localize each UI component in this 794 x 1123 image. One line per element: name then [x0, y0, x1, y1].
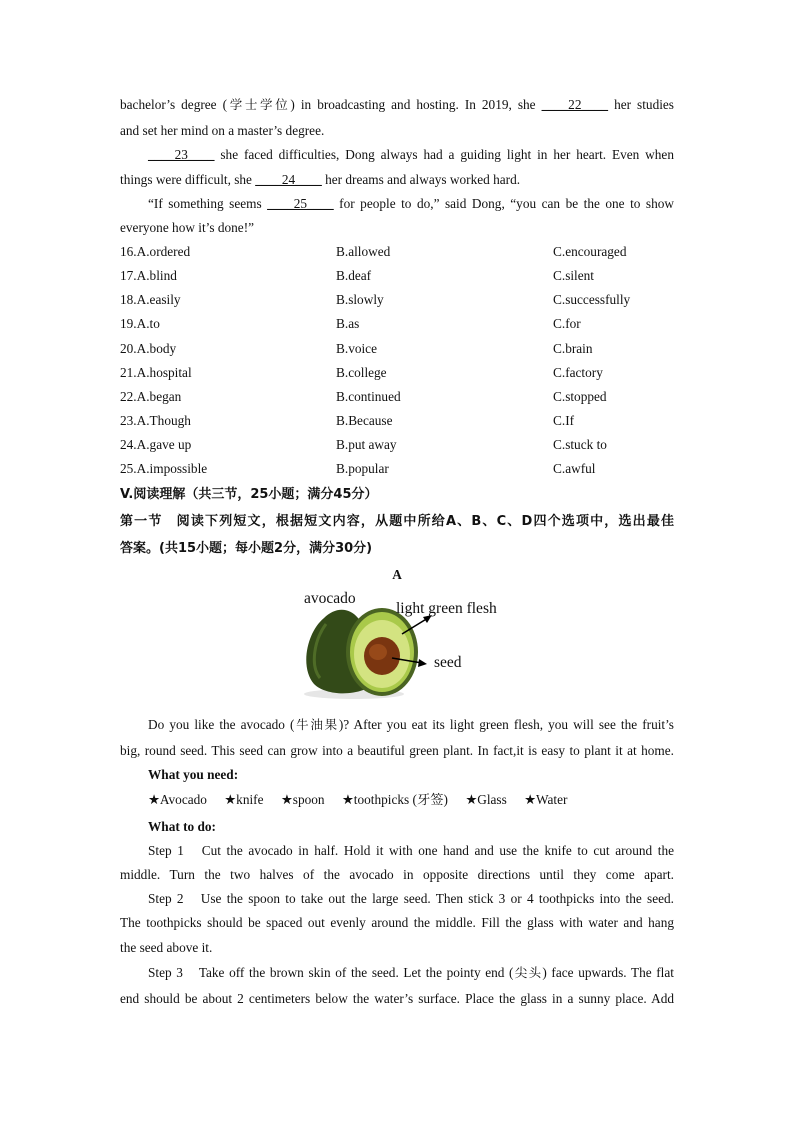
option-b: B.as	[336, 316, 360, 331]
reading-line: Do you like the avocado (牛油果)? After you eat its light green flesh, you will see the fruit’s	[148, 717, 674, 732]
option-b: B.continued	[336, 389, 401, 404]
blank-23: ____23____	[148, 147, 215, 162]
passage-line: ____23____ she faced difficulties, Dong always had a guiding light in her heart. Even when	[148, 147, 674, 162]
list-item: ★Water	[524, 792, 568, 807]
option-b: B.slowly	[336, 292, 384, 307]
option-b: B.deaf	[336, 268, 372, 283]
option-a: 25.A.impossible	[120, 461, 208, 476]
list-item: ★Glass	[465, 792, 507, 807]
step-line: Step 3 Take off the brown skin of the seed. Let the pointy end (尖头) face upwards. The flat	[148, 965, 674, 980]
list-item: ★Avocado	[148, 792, 207, 807]
passage-line: things were difficult, she ____24____ her dreams and always worked hard.	[120, 172, 521, 187]
option-c: C.encouraged	[553, 244, 627, 259]
step-line: end should be about 2 centimeters below the water’s surface. Place the glass in a sunny place. Add	[120, 991, 674, 1006]
option-c: C.successfully	[553, 292, 631, 307]
avocado-figure	[296, 588, 516, 700]
option-a: 24.A.gave up	[120, 437, 192, 452]
option-b: B.college	[336, 365, 387, 380]
passage-line: everyone how it’s done!”	[120, 220, 255, 235]
passage-line: “If something seems ____25____ for people to do,” said Dong, “you can be the one to show	[148, 196, 674, 211]
blank-24: ____24____	[255, 172, 322, 187]
section-instruction: 第一节 阅读下列短文，根据短文内容，从题中所给A、B、C、D四个选项中，选出最佳	[120, 514, 674, 529]
seed-label: seed	[434, 654, 462, 671]
option-a: 22.A.began	[120, 389, 182, 404]
part-title: A	[392, 567, 402, 582]
option-b: B.popular	[336, 461, 389, 476]
option-b: B.Because	[336, 413, 393, 428]
list-item: ★toothpicks (牙签)	[341, 792, 448, 807]
option-c: C.awful	[553, 461, 596, 476]
option-c: C.brain	[553, 341, 593, 356]
option-a: 20.A.body	[120, 341, 177, 356]
avocado-label: avocado	[304, 590, 356, 607]
step-line: Step 2 Use the spoon to take out the large seed. Then stick 3 or 4 toothpicks into the seed.	[148, 891, 674, 906]
option-a: 19.A.to	[120, 316, 160, 331]
option-b: B.allowed	[336, 244, 391, 259]
blank-22: ____22____	[541, 97, 609, 112]
option-b: B.voice	[336, 341, 377, 356]
need-list	[148, 791, 674, 809]
option-c: C.factory	[553, 365, 603, 380]
list-item: ★spoon	[280, 792, 325, 807]
option-b: B.put away	[336, 437, 397, 452]
option-a: 16.A.ordered	[120, 244, 191, 259]
option-a: 23.A.Though	[120, 413, 191, 428]
reading-line: big, round seed. This seed can grow into a beautiful green plant. In fact,it is easy to plant it at home.	[120, 743, 674, 758]
step-line: the seed above it.	[120, 940, 213, 955]
step-line: The toothpicks should be spaced out evenly around the middle. Fill the glass with water and hang	[120, 915, 674, 930]
flesh-label: light green flesh	[396, 600, 497, 617]
todo-heading: What to do:	[148, 819, 216, 834]
option-c: C.stopped	[553, 389, 607, 404]
option-c: C.If	[553, 413, 575, 428]
option-a: 18.A.easily	[120, 292, 181, 307]
passage-line: and set her mind on a master’s degree.	[120, 123, 325, 138]
option-a: 21.A.hospital	[120, 365, 192, 380]
section-heading: V.阅读理解（共三节，25小题；满分45分）	[120, 487, 378, 502]
blank-25: ____25____	[267, 196, 334, 211]
option-c: C.silent	[553, 268, 595, 283]
option-a: 17.A.blind	[120, 268, 177, 283]
option-c: C.stuck to	[553, 437, 607, 452]
need-heading: What you need:	[148, 767, 239, 782]
passage-line: bachelor’s degree (学士学位) in broadcasting and hosting. In 2019, she ____22____ her studies	[120, 97, 674, 112]
list-item: ★knife	[224, 792, 264, 807]
step-line: middle. Turn the two halves of the avocado in opposite directions until they come apart.	[120, 867, 674, 882]
step-line: Step 1 Cut the avocado in half. Hold it with one hand and use the knife to cut around the	[148, 843, 674, 858]
option-c: C.for	[553, 316, 581, 331]
section-instruction: 答案。(共15小题；每小题2分，满分30分)	[120, 541, 373, 556]
